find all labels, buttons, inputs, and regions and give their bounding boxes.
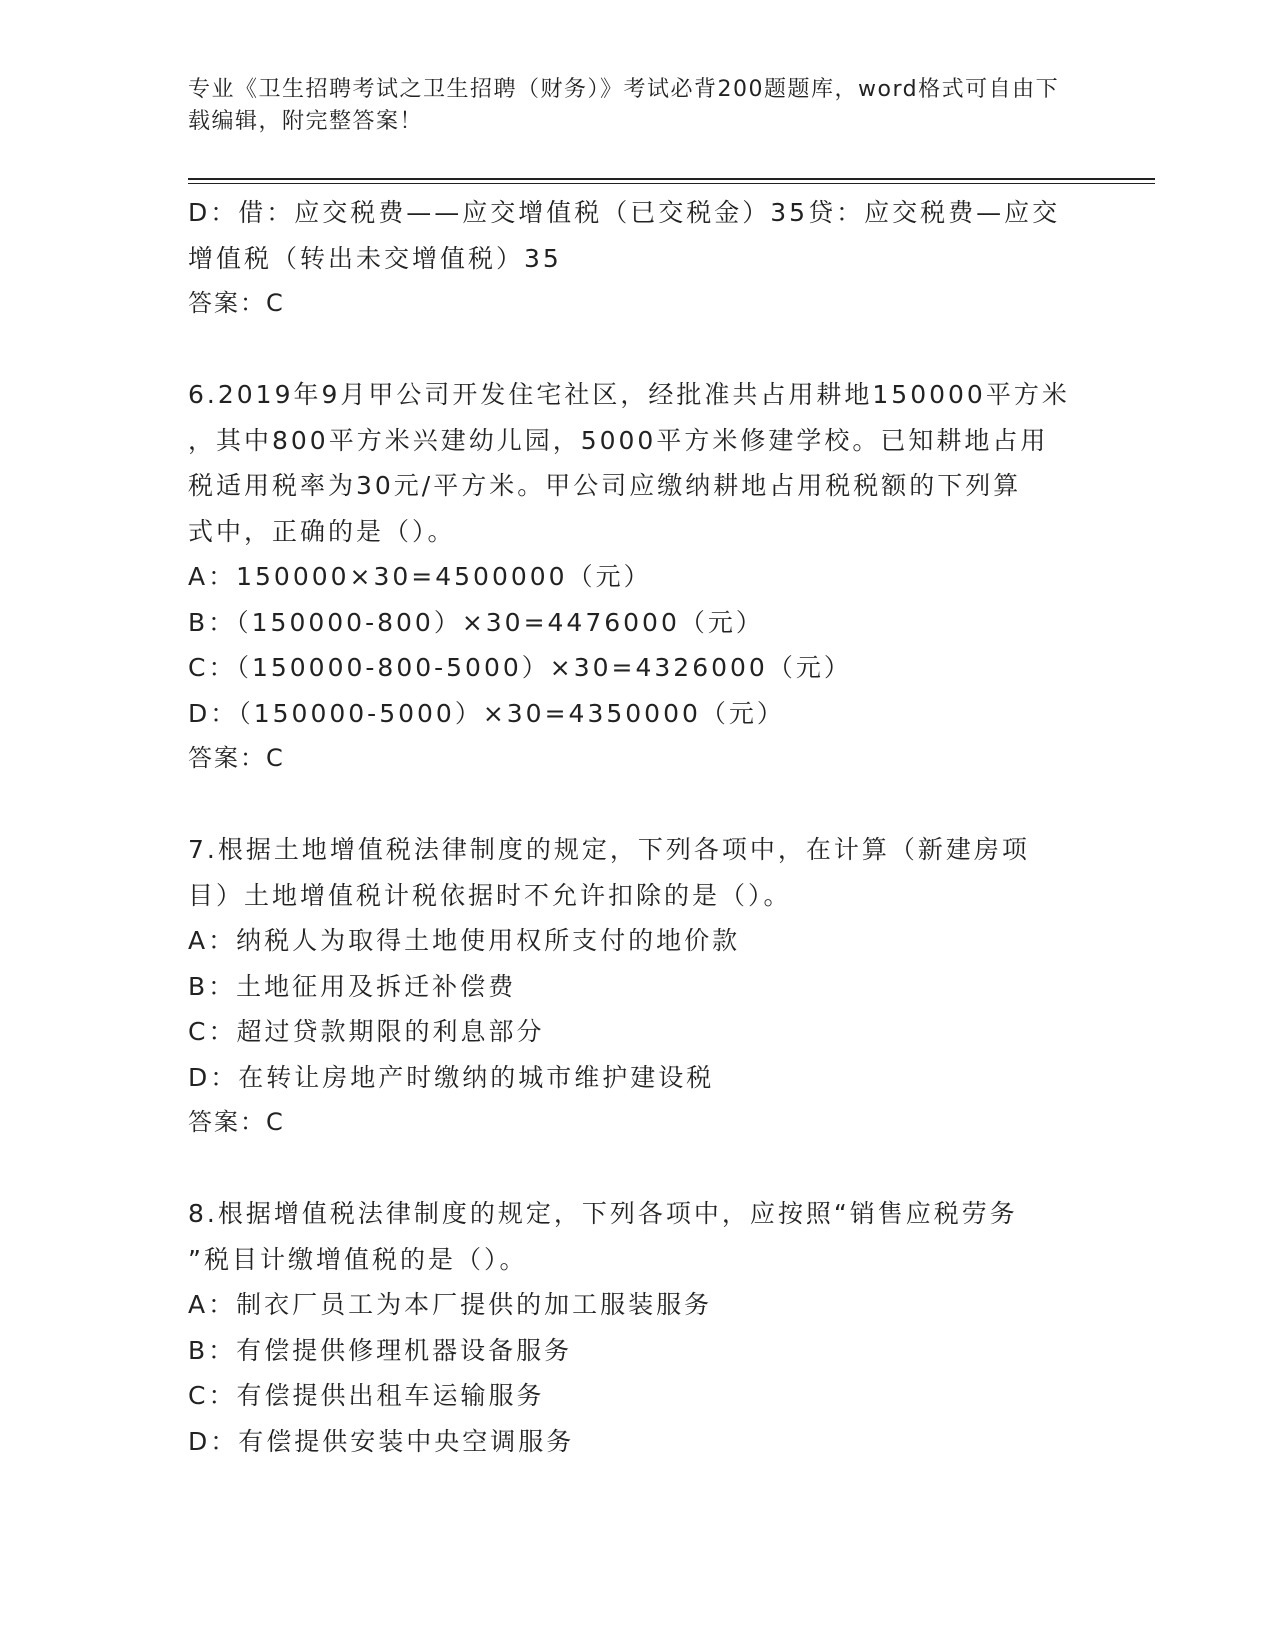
document-body [188, 190, 1088, 1464]
question-stem-line: 8.根据增值税法律制度的规定，下列各项中，应按照“销售应税劳务 [188, 1199, 1018, 1228]
question-stem-line: 式中，正确的是（）。 [188, 516, 456, 546]
question-stem-line: 目）土地增值税计税依据时不允许扣除的是（）。 [188, 880, 792, 910]
question-stem-line: ，其中800平方米兴建幼儿园，5000平方米修建学校。已知耕地占用 [188, 425, 1049, 455]
spacer [188, 1146, 1088, 1192]
option-b: B：有偿提供修理机器设备服务 [188, 1335, 573, 1365]
header-divider-thick [188, 178, 1155, 180]
option-c: C：超过贷款期限的利息部分 [188, 1017, 545, 1046]
question-5-tail [188, 190, 1088, 327]
option-d: D：在转让房地产时缴纳的城市维护建设税 [188, 1062, 715, 1092]
question-7 [188, 827, 1088, 1146]
question-6 [188, 372, 1088, 782]
question-stem-line: ”税目计缴增值税的是（）。 [188, 1244, 528, 1274]
question-stem-line: 税适用税率为30元/平方米。甲公司应缴纳耕地占用税税额的下列算 [188, 471, 1022, 500]
spacer [188, 327, 1088, 373]
option-a: A：纳税人为取得土地使用权所支付的地价款 [188, 926, 741, 955]
answer-line: 答案：C [188, 289, 285, 317]
spacer [188, 782, 1088, 828]
option-a: A：制衣厂员工为本厂提供的加工服装服务 [188, 1290, 713, 1319]
answer-line: 答案：C [188, 1108, 285, 1136]
option-d: D：（150000-5000）×30=4350000（元） [188, 698, 785, 728]
question-stem-line: 7.根据土地增值税法律制度的规定，下列各项中，在计算（新建房项 [188, 835, 1030, 864]
option-d-line: 增值税（转出未交增值税）35 [188, 243, 562, 273]
option-d-line: D：借：应交税费——应交增值税（已交税金）35贷：应交税费—应交 [188, 198, 1061, 227]
answer-line: 答案：C [188, 744, 285, 772]
question-8 [188, 1191, 1088, 1464]
option-d: D：有偿提供安装中央空调服务 [188, 1426, 575, 1456]
option-b: B：（150000-800）×30=4476000（元） [188, 607, 764, 637]
option-c: C：有偿提供出租车运输服务 [188, 1381, 545, 1410]
document-header [188, 74, 1068, 138]
header-title: 专业《卫生招聘考试之卫生招聘（财务）》考试必背200题题库，word格式可自由下载编辑，附完整答案！ [188, 77, 1060, 134]
option-b: B：土地征用及拆迁补偿费 [188, 971, 517, 1001]
question-stem-line: 6.2019年9月甲公司开发住宅社区，经批准共占用耕地150000平方米 [188, 380, 1070, 409]
option-a: A：150000×30=4500000（元） [188, 562, 652, 591]
header-divider-thin [188, 183, 1155, 184]
option-c: C：（150000-800-5000）×30=4326000（元） [188, 653, 852, 682]
